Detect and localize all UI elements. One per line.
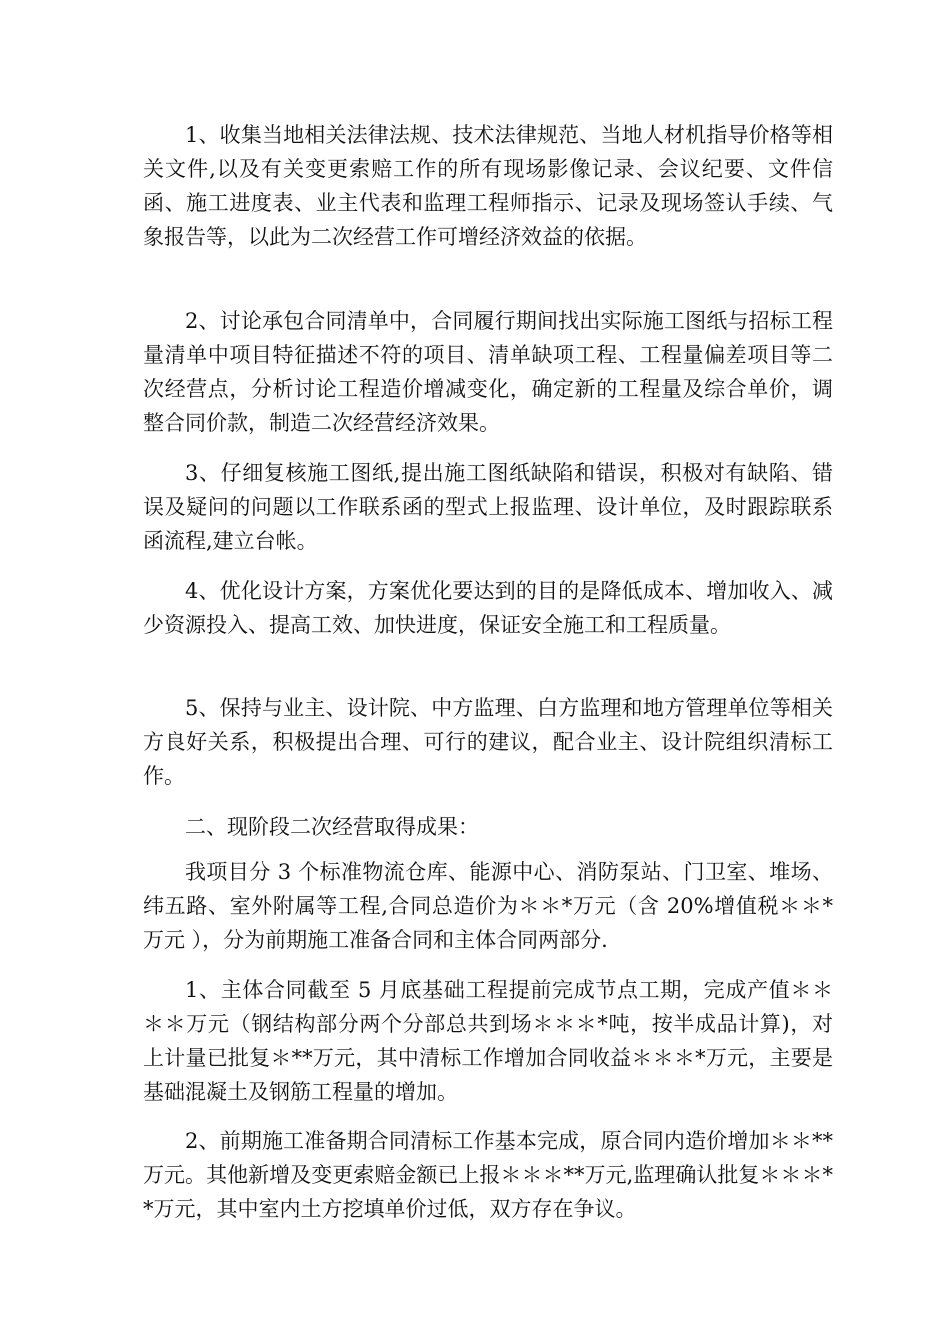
paragraph-optimize-design: 4、优化设计方案，方案优化要达到的目的是降低成本、增加收入、减少资源投入、提高工效、加快进度，保证安全施工和工程质量。 xyxy=(143,579,833,637)
paragraph-discuss-contract: 2、讨论承包合同清单中，合同履行期间找出实际施工图纸与招标工程量清单中项目特征描述不符的项目、清单缺项工程、工程量偏差项目等二次经营点，分析讨论工程造价增减变化，确定新的工程量及综合单价，调整合同价款，制造二次经营经济效果。 xyxy=(143,309,833,435)
paragraph-project-overview: 我项目分 3 个标准物流仓库、能源中心、消防泵站、门卫室、堆场、纬五路、室外附属等工程,合同总造价为＊＊*万元（含 20%增值税＊＊*万元 ），分为前期施工准备合同和主体合同两部分. xyxy=(143,860,833,952)
paragraph-block-4 xyxy=(143,574,833,642)
paragraph-block-7 xyxy=(143,973,833,1109)
paragraph-block-2 xyxy=(143,304,833,440)
paragraph-review-drawings: 3、仔细复核施工图纸,提出施工图纸缺陷和错误，积极对有缺陷、错误及疑问的问题以工作联系函的型式上报监理、设计单位，及时跟踪联系函流程,建立台帐。 xyxy=(143,461,833,553)
paragraph-collect-documents: 1、收集当地相关法律法规、技术法律规范、当地人材机指导价格等相关文件,以及有关变更索赔工作的所有现场影像记录、会议纪要、文件信函、施工进度表、业主代表和监理工程师指示、记录及现场签认手续、气象报告等，以此为二次经营工作可增经济效益的依据。 xyxy=(143,123,833,249)
paragraph-main-contract: 1、主体合同截至 5 月底基础工程提前完成节点工期，完成产值＊＊＊＊万元（钢结构部分两个分部总共到场＊＊＊*吨，按半成品计算)，对上计量已批复＊**万元，其中清标工作增加合同收益＊＊＊*万元，主要是基础混凝土及钢筋工程量的增加。 xyxy=(143,978,833,1104)
paragraph-block-8 xyxy=(143,1124,833,1226)
paragraph-block-5 xyxy=(143,691,833,793)
paragraph-block-3 xyxy=(143,456,833,558)
paragraph-block-1 xyxy=(143,118,833,254)
paragraph-block-6 xyxy=(143,855,833,957)
paragraph-preliminary-contract: 2、前期施工准备期合同清标工作基本完成，原合同内造价增加＊＊**万元。其他新增及变更索赔金额已上报＊＊＊**万元,监理确认批复＊＊＊**万元，其中室内土方挖填单价过低，双方存在争议。 xyxy=(143,1129,833,1221)
section-heading-block xyxy=(143,810,833,844)
paragraph-maintain-relations: 5、保持与业主、设计院、中方监理、白方监理和地方管理单位等相关方良好关系，积极提出合理、可行的建议，配合业主、设计院组织清标工作。 xyxy=(143,696,833,788)
section-heading-results: 二、现阶段二次经营取得成果： xyxy=(185,815,479,839)
